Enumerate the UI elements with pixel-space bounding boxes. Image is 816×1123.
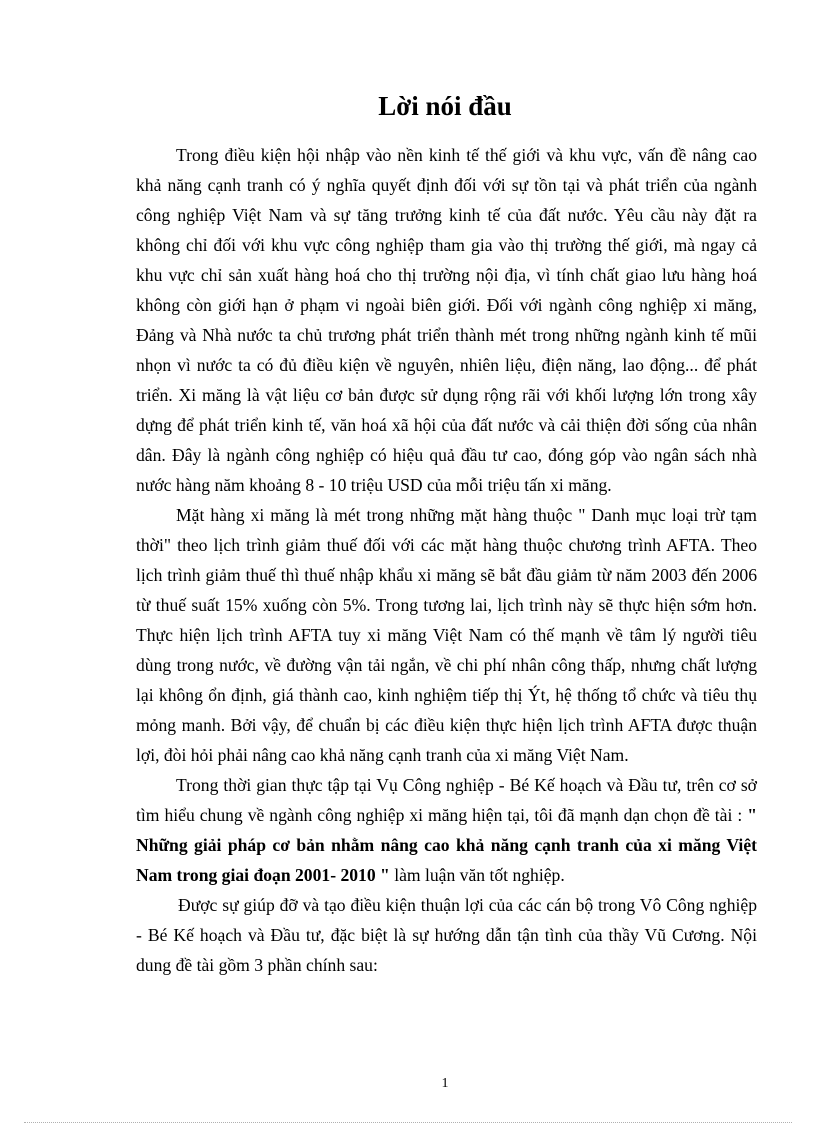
paragraph-4: Được sự giúp đỡ và tạo điều kiện thuận lợi của các cán bộ trong Vô Công nghiệp - Bé Kế hoạch và Đầu tư, đặc biệt là sự hướng dẫn tận tình của thầy Vũ Cương. Nội dung đề tài gồm 3 phần chính sau:: [136, 895, 757, 975]
page-number: 1: [441, 1076, 449, 1091]
thesis-topic: " Những giải pháp cơ bản nhằm nâng cao khả năng cạnh tranh của xi măng Việt Nam trong giai đoạn 2001- 2010 ": [136, 805, 757, 885]
paragraph-3-intro: Trong thời gian thực tập tại Vụ Công nghiệp - Bé Kế hoạch và Đầu tư, trên cơ sở tìm hiểu chung về ngành công nghiệp xi măng hiện tại, tôi đã mạnh dạn chọn đề tài :: [136, 775, 757, 825]
paragraph-2: Mặt hàng xi măng là mét trong những mặt hàng thuộc " Danh mục loại trừ tạm thời" theo lịch trình giảm thuế đối với các mặt hàng thuộc chương trình AFTA. Theo lịch trình giảm thuế thì thuế nhập khẩu xi măng sẽ bắt đầu giảm từ năm 2003 đến 2006 từ thuế suất 15% xuống còn 5%. Trong tương lai, lịch trình này sẽ thực hiện sớm hơn. Thực hiện lịch trình AFTA tuy xi măng Việt Nam có thế mạnh về tâm lý người tiêu dùng trong nước, về đường vận tải ngắn, về chi phí nhân công thấp, nhưng chất lượng lại không ổn định, giá thành cao, kinh nghiệm tiếp thị Ýt, hệ thống tổ chức và tiêu thụ mỏng manh. Bởi vậy, để chuẩn bị các điều kiện thực hiện lịch trình AFTA được thuận lợi, đòi hỏi phải nâng cao khả năng cạnh tranh của xi măng Việt Nam.: [136, 505, 757, 765]
body-text: [136, 140, 757, 980]
paragraph-3: [136, 770, 757, 890]
paragraph-3-outro: làm luận văn tốt nghiệp.: [389, 865, 565, 885]
page-title: Lời nói đầu: [378, 91, 512, 121]
paragraph-1: Trong điều kiện hội nhập vào nền kinh tế thế giới và khu vực, vấn đề nâng cao khả năng cạnh tranh có ý nghĩa quyết định đối với sự tồn tại và phát triển của ngành công nghiệp Việt Nam và sự tăng trưởng kinh tế của đất nước. Yêu cầu này đặt ra không chỉ đối với khu vực công nghiệp tham gia vào thị trường thế giới, mà ngay cả khu vực chỉ sản xuất hàng hoá cho thị trường nội địa, vì tính chất giao lưu hàng hoá không còn giới hạn ở phạm vi ngoài biên giới. Đối với ngành công nghiệp xi măng, Đảng và Nhà nước ta chủ trương phát triển thành mét trong những ngành kinh tế mũi nhọn vì nước ta có đủ điều kiện về nguyên, nhiên liệu, điện năng, lao động... để phát triển. Xi măng là vật liệu cơ bản được sử dụng rộng rãi với khối lượng lớn trong xây dựng để phát triển kinh tế, văn hoá xã hội của đất nước và cải thiện đời sống của nhân dân. Đây là ngành công nghiệp có hiệu quả đầu tư cao, đóng góp vào ngân sách nhà nước hàng năm khoảng 8 - 10 triệu USD của mỗi triệu tấn xi măng.: [136, 145, 757, 495]
